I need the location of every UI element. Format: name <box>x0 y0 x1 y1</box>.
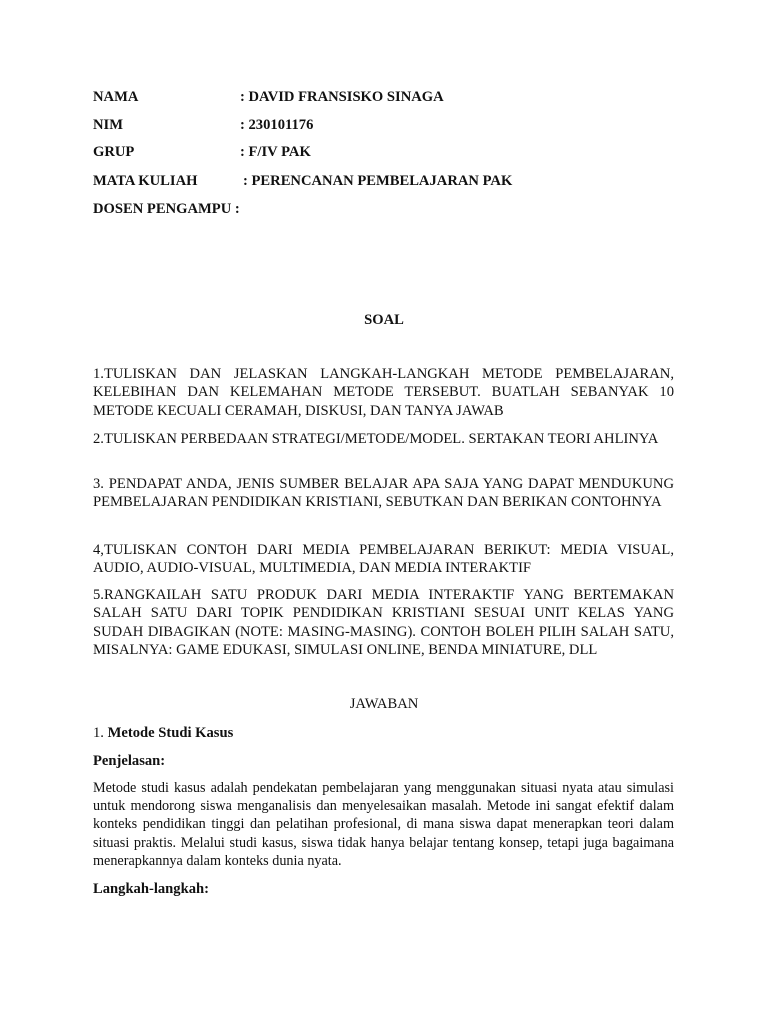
jawaban-heading: JAWABAN <box>349 696 419 712</box>
answer-1-number: 1. <box>93 725 108 741</box>
grup-value: : F/IV PAK <box>240 144 311 160</box>
grup-label: GRUP <box>93 144 135 160</box>
penjelasan-label: Penjelasan: <box>93 753 166 769</box>
answer-1-title-row <box>93 724 233 742</box>
penjelasan-paragraph: Metode studi kasus adalah pendekatan pembelajaran yang menggunakan situasi nyata atau simulasi untuk mendorong siswa menganalisis dan menyelesaikan masalah. Metode ini sangat efektif dalam konteks pendidikan tinggi dan pelatihan profesional, di mana siswa dapat menerapkan teori dalam situasi praktis. Melalui studi kasus, siswa tidak hanya belajar tentang konsep, tetapi juga bagaimana menerapkannya dalam konteks dunia nyata. <box>93 780 674 869</box>
nim-label: NIM <box>93 117 123 133</box>
langkah-label: Langkah-langkah: <box>93 881 209 897</box>
question-4: 4,TULISKAN CONTOH DARI MEDIA PEMBELAJARAN BERIKUT: MEDIA VISUAL, AUDIO, AUDIO-VISUAL, MULTIMEDIA, DAN MEDIA INTERAKTIF <box>93 542 674 577</box>
mata-kuliah-label: MATA KULIAH <box>93 173 198 189</box>
answer-1-title: Metode Studi Kasus <box>107 725 234 741</box>
nim-value: : 230101176 <box>240 117 314 133</box>
question-3: 3. PENDAPAT ANDA, JENIS SUMBER BELAJAR APA SAJA YANG DAPAT MENDUKUNG PEMBELAJARAN PENDIDIKAN KRISTIANI, SEBUTKAN DAN BERIKAN CONTOHNYA <box>93 476 674 511</box>
mata-kuliah-value: : PERENCANAN PEMBELAJARAN PAK <box>243 173 513 189</box>
question-5: 5.RANGKAILAH SATU PRODUK DARI MEDIA INTERAKTIF YANG BERTEMAKAN SALAH SATU DARI TOPIK PENDIDIKAN KRISTIANI SESUAI UNIT KELAS YANG SUDAH DIBAGIKAN (NOTE: MASING-MASING). CONTOH BOLEH PILIH SALAH SATU, MISALNYA: GAME EDUKASI, SIMULASI ONLINE, BENDA MINIATURE, DLL <box>93 587 674 658</box>
nama-value: : DAVID FRANSISKO SINAGA <box>240 89 444 105</box>
dosen-label: DOSEN PENGAMPU : <box>93 201 240 217</box>
nama-label: NAMA <box>93 89 139 105</box>
question-2: 2.TULISKAN PERBEDAAN STRATEGI/METODE/MODEL. SERTAKAN TEORI AHLINYA <box>93 431 659 447</box>
soal-heading: SOAL <box>364 312 404 328</box>
question-1: 1.TULISKAN DAN JELASKAN LANGKAH-LANGKAH METODE PEMBELAJARAN, KELEBIHAN DAN KELEMAHAN METODE TERSEBUT. BUATLAH SEBANYAK 10 METODE KECUALI CERAMAH, DISKUSI, DAN TANYA JAWAB <box>93 366 674 419</box>
